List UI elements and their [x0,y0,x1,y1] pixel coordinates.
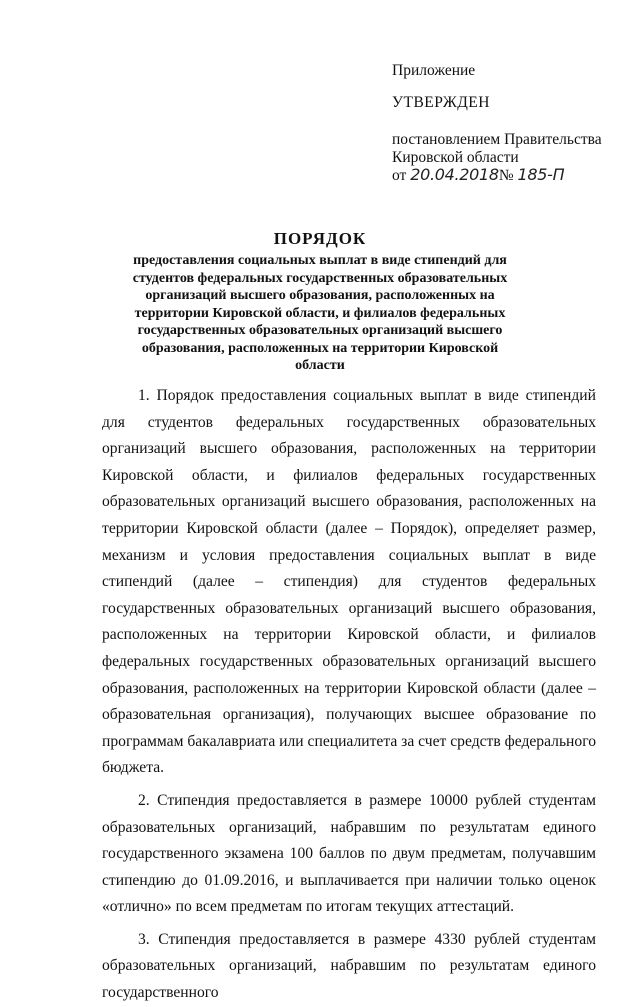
handwritten-number: 185-П [517,165,565,184]
document-subtitle: предоставления социальных выплат в виде стипендий для студентов федеральных государственных образовательных организаций высшего образования, расположенных на территории Кировской области, и филиалов федеральных государственных образовательных организаций высшего образования, расположенных на территории Кировской области [132,253,508,373]
region-line: Кировской области [392,149,519,166]
document-title: ПОРЯДОК [273,229,367,248]
handwritten-date: 20.04.2018 [410,165,499,184]
date-number-line [392,166,564,185]
date-prefix: от [392,167,407,184]
paragraph-1: 1. Порядок предоставления социальных выплат в виде стипендий для студентов федеральных государственных образовательных организаций высшего образования, расположенных на территории Кировской области, и филиалов федеральных государственных образовательных организаций высшего образования, расположенных на территории Кировской области (далее – Порядок), определяет размер, механизм и условия предоставления социальных выплат в виде стипендий (далее – стипендия) для студентов федеральных государственных образовательных организаций высшего образования, расположенных на территории Кировской области, и филиалов федеральных государственных образовательных организаций высшего образования, расположенных на территории Кировской области (далее – образовательная организация), получающих высшее образование по программам бакалавриата или специалитета за счет средств федерального бюджета. [102,387,596,777]
decree-line: постановлением Правительства [392,131,602,148]
document-body [102,383,596,1007]
appendix-label: Приложение [392,62,476,79]
paragraph-3: 3. Стипендия предоставляется в размере 4330 рублей студентам образовательных организаций, набравшим по результатам единого государственного [102,930,596,1002]
paragraph-2: 2. Стипендия предоставляется в размере 10000 рублей студентам образовательных организаций, набравшим по результатам единого государственного экзамена 100 баллов по двум предметам, получавшим стипендию до 01.09.2016, и выплачивается при наличии только оценок «отлично» по всем предметам по итогам текущих аттестаций. [102,791,596,916]
number-sign: № [498,167,514,184]
approved-label: УТВЕРЖДЕН [392,94,490,111]
